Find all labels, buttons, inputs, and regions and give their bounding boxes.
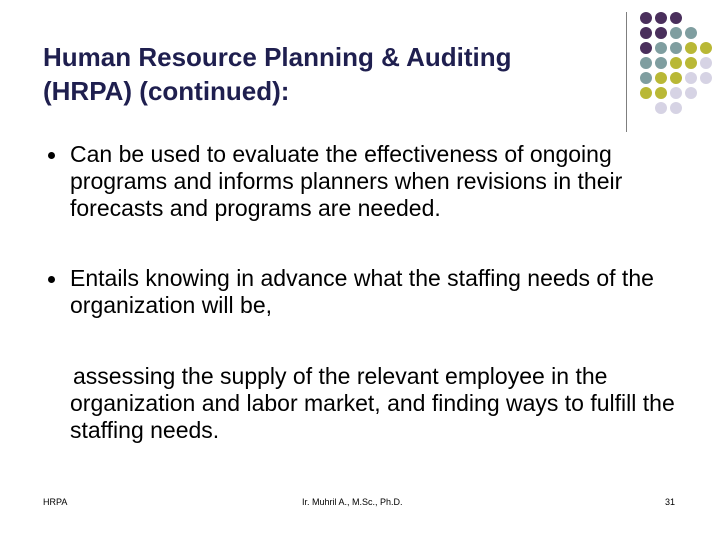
bullet-marker	[48, 276, 55, 283]
bullet-item-1: Can be used to evaluate the effectiveness of ongoing programs and informs planners when revisions in their forecasts and programs are needed.	[70, 141, 623, 221]
decorative-dot-grid	[636, 8, 720, 128]
bullet-item-2: Entails knowing in advance what the staffing needs of the organization will be,	[70, 265, 654, 318]
footer-center: Ir. Muhril A., M.Sc., Ph.D.	[302, 497, 403, 507]
bullet-marker	[48, 152, 55, 159]
title-line-1: Human Resource Planning & Auditing	[43, 42, 512, 72]
slide-title	[43, 40, 603, 108]
footer-page-number: 31	[665, 497, 676, 507]
footer-left: HRPA	[43, 497, 68, 507]
bullet-continuation: assessing the supply of the relevant employee in the organization and labor market, and finding ways to fulfill the staffing needs.	[70, 363, 675, 443]
vertical-divider	[626, 12, 627, 132]
title-line-2: (HRPA) (continued):	[43, 76, 290, 106]
